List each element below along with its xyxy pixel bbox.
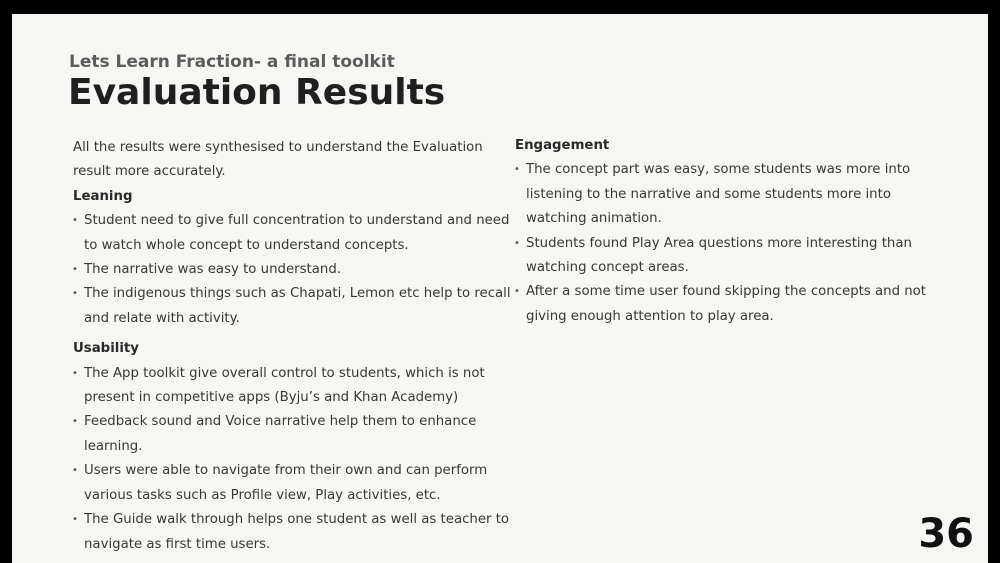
slide-title: Evaluation Results [68, 72, 446, 113]
list-item: • The indigenous things such as Chapati, Lemon etc help to recall and relate with activity. [73, 282, 513, 331]
list-item: • Users were able to navigate from their own and can perform various tasks such as Profile view, Play activities, etc. [73, 459, 513, 508]
list-item: • Feedback sound and Voice narrative help them to enhance learning. [73, 410, 513, 459]
usability-list [73, 362, 513, 557]
right-column [515, 134, 945, 329]
list-item: • Students found Play Area questions more interesting than watching concept areas. [515, 232, 945, 281]
list-item: • After a some time user found skipping the concepts and not giving enough attention to play area. [515, 280, 945, 329]
list-item: • The App toolkit give overall control to students, which is not present in competitive apps (Byju’s and Khan Academy) [73, 362, 513, 411]
engagement-list [515, 158, 945, 329]
list-item: • The concept part was easy, some students was more into listening to the narrative and some students more into watching animation. [515, 158, 945, 231]
section-heading-engagement: Engagement [515, 138, 610, 153]
list-item: • Student need to give full concentration to understand and need to watch whole concept to understand concepts. [73, 209, 513, 258]
slide [12, 14, 988, 563]
page-number: 36 [918, 511, 974, 557]
list-item: • The Guide walk through helps one student as well as teacher to navigate as first time users. [73, 508, 513, 557]
section-heading-usability: Usability [73, 341, 139, 357]
list-item: • The narrative was easy to understand. [73, 258, 513, 282]
slide-subtitle: Lets Learn Fraction- a final toolkit [69, 52, 395, 72]
intro-paragraph: All the results were synthesised to understand the Evaluation result more accurately. [73, 140, 483, 180]
leaning-list [73, 209, 513, 331]
left-column [73, 136, 513, 557]
section-heading-leaning: Leaning [73, 188, 133, 204]
